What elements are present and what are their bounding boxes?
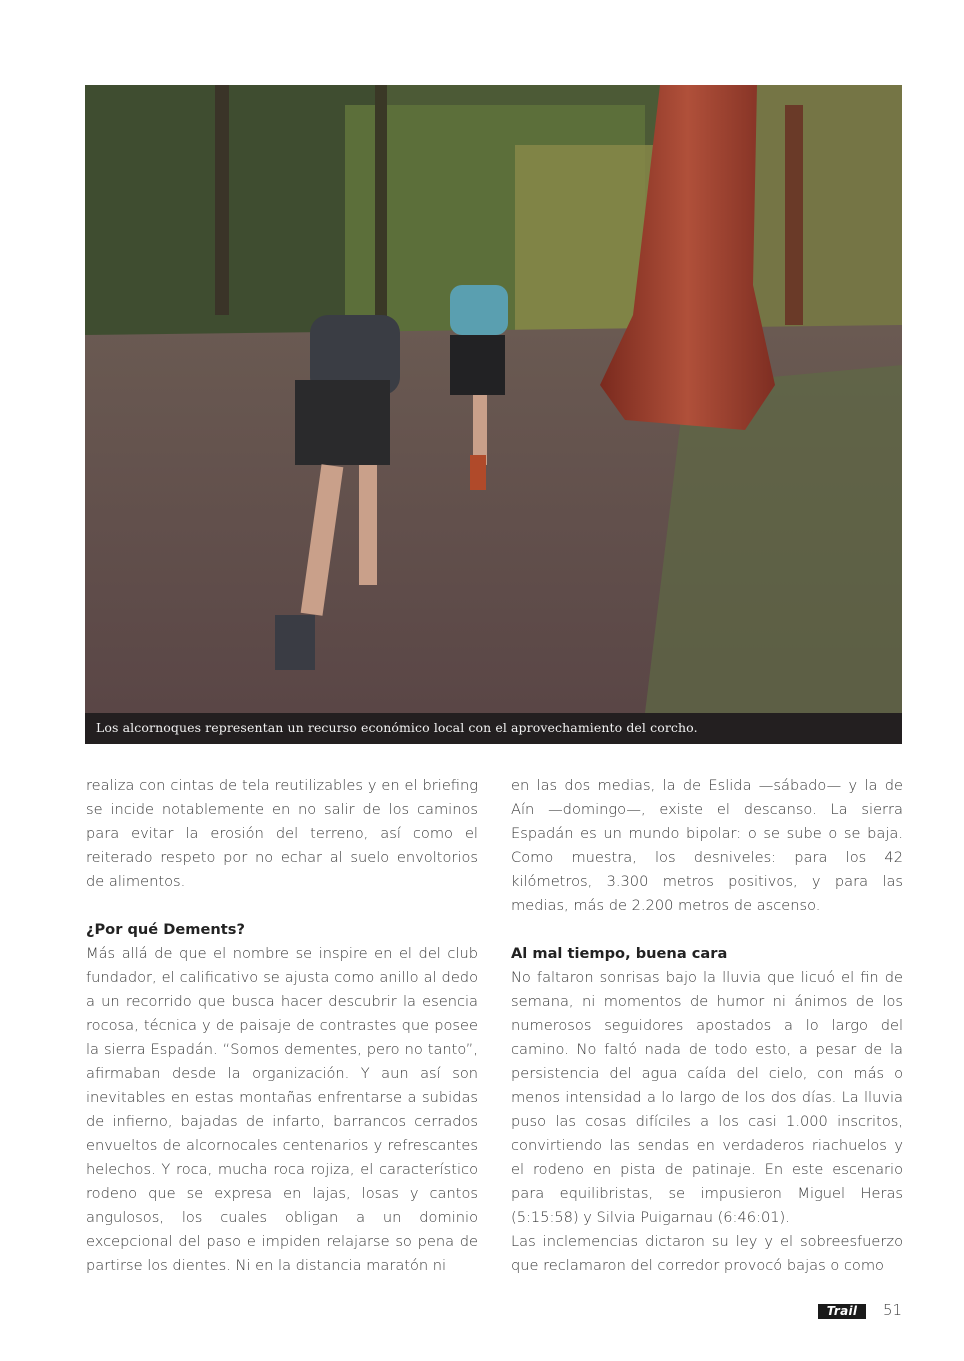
- section-heading: Al mal tiempo, buena cara: [511, 945, 728, 962]
- body-paragraph: No faltaron sonrisas bajo la lluvia que licuó el fin de semana, ni momentos de humor ni ánimos de los numerosos seguidores apostados a lo largo del camino. No faltó nada de todo esto, a pesar de la persistencia del agua caída del cielo, con más o menos intensidad a lo largo de los dos días. La lluvia puso las cosas difíciles a los casi 1.000 inscritos, convirtiendo las sendas en verdaderos riachuelos y el rodeno en pista de patinaje. En este escenario para equilibristas, se impusieron Miguel Heras (5:15:58) y Silvia Puigarnau (6:46:01).: [511, 969, 903, 1226]
- photo-illustration: [85, 85, 902, 713]
- body-paragraph: en las dos medias, la de Eslida —sábado— y la de Aín —domingo—, existe el descanso. La sierra Espadán es un mundo bipolar: o se sube o se baja. Como muestra, los desniveles: para los 42 kilómetros, 3.300 metros positivos, y para las medias, más de 2.200 metros de ascenso.: [511, 777, 903, 914]
- body-paragraph: Más allá de que el nombre se inspire en el del club fundador, el calificativo se ajusta como anillo al dedo a un recorrido que busca hacer descubrir la esencia rocosa, técnica y de paisaje de contrastes que posee la sierra Espadán. “Somos dementes, pero no tanto”, afirmaban desde la organización. Y aun así son inevitables en estas montañas enfrentarse a subidas de infierno, bajadas de infarto, barrancos cerrados envueltos de alcornocales centenarios y refrescantes helechos. Y roca, mucha roca rojiza, el característico rodeno que se expresa en lajas, losas y cantos angulosos, los cuales obligan a un dominio excepcional del paso e impiden relajarse so pena de partirse los dientes. Ni en la distancia maratón ni: [86, 945, 478, 1274]
- body-paragraph: Las inclemencias dictaron su ley y el sobreesfuerzo que reclamaron del corredor provocó bajas o como: [511, 1233, 903, 1274]
- article-column-right: [511, 774, 903, 1278]
- page-number: 51: [883, 1301, 903, 1319]
- photo-caption: Los alcornoques representan un recurso económico local con el aprovechamiento del corcho.: [96, 720, 698, 735]
- photo-caption-bar: [85, 713, 902, 744]
- magazine-logo: Trail: [818, 1304, 866, 1319]
- article-photo: [85, 85, 902, 713]
- section-heading: ¿Por qué Dements?: [86, 921, 245, 938]
- body-paragraph: realiza con cintas de tela reutilizables y en el briefing se incide notablemente en no salir de los caminos para evitar la erosión del terreno, así como el reiterado respeto por no echar al suelo envoltorios de alimentos.: [86, 777, 478, 890]
- article-column-left: [86, 774, 478, 1278]
